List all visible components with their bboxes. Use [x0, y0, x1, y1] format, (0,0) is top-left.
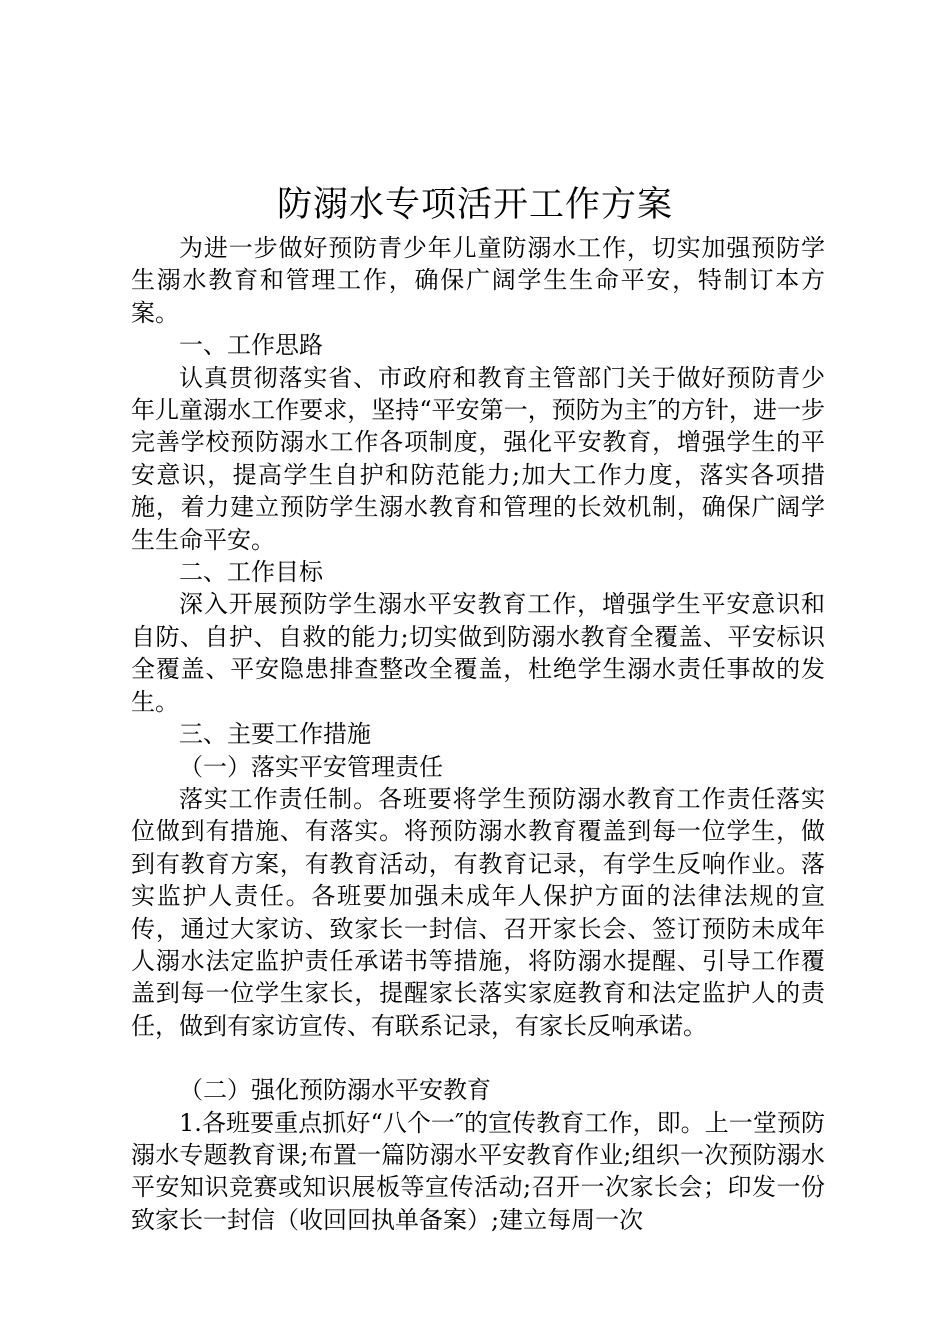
document-body — [131, 232, 825, 1236]
paragraph-work-goals: 深入开展预防学生溺水平安教育工作，增强学生平安意识和自防、自护、自救的能力;切实做到防溺水教育全覆盖、平安标识全覆盖、平安隐患排查整改全覆盖，杜绝学生溺水责任事故的发生。 — [131, 590, 825, 716]
paragraph-intro: 为进一步做好预防青少年儿童防溺水工作，切实加强预防学生溺水教育和管理工作，确保广阔学生生命平安，特制订本方案。 — [131, 234, 825, 327]
subsection-heading-2: （二）强化预防溺水平安教育 — [179, 1076, 491, 1105]
document-title: 防溺水专项活开工作方案 — [276, 185, 673, 225]
section-heading-3: 三、主要工作措施 — [179, 720, 371, 749]
paragraph-education-measures: 1.各班要重点抓好“八个一″的宣传教育工作，即。上一堂预防溺水专题教育课;布置一篇防溺水平安教育作业;组织一次预防溺水平安知识竞赛或知识展板等宣传活动;召开一次家长会；印发一份致家长一封信（收回回执单备案）;建立每周一次 — [131, 1108, 825, 1234]
section-heading-2: 二、工作目标 — [179, 558, 323, 587]
paragraph-work-ideas: 认真贯彻落实省、市政府和教育主管部门关于做好预防青少年儿童溺水工作要求，坚持“平安第一，预防为主″的方针，进一步完善学校预防溺水工作各项制度，强化平安教育，增强学生的平安意识，提高学生自护和防范能力;加大工作力度，落实各项措施，着力建立预防学生溺水教育和管理的长效机制，确保广阔学生生命平安。 — [131, 363, 825, 554]
subsection-heading-1: （一）落实平安管理责任 — [179, 752, 443, 781]
section-heading-1: 一、工作思路 — [179, 331, 323, 360]
paragraph-responsibility: 落实工作责任制。各班要将学生预防溺水教育工作责任落实位做到有措施、有落实。将预防溺水教育覆盖到每一位学生，做到有教育方案，有教育活动，有教育记录，有学生反响作业。落实监护人责任。各班要加强未成年人保护方面的法律法规的宣传，通过大家访、致家长一封信、召开家长会、签订预防未成年人溺水法定监护责任承诺书等措施，将防溺水提醒、引导工作覆盖到每一位学生家长，提醒家长落实家庭教育和法定监护人的责任，做到有家访宣传、有联系记录，有家长反响承诺。 — [131, 784, 825, 1040]
